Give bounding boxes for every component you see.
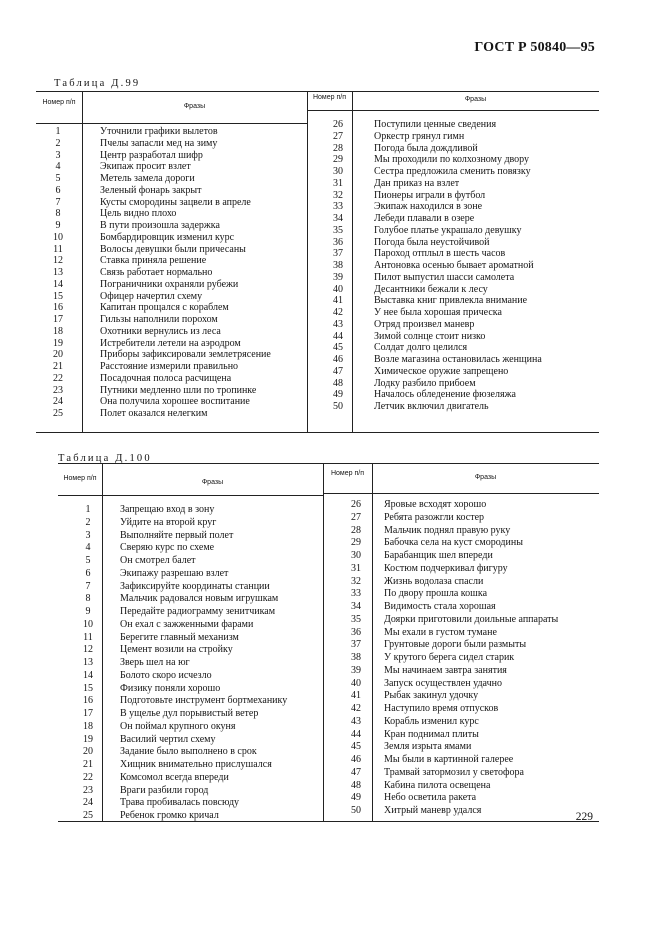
row-phrase: Земля изрыта ямами bbox=[384, 741, 472, 753]
row-phrase: Центр разработал шифр bbox=[100, 149, 203, 161]
row-phrase: Химическое оружие запрещено bbox=[374, 365, 509, 377]
row-number: 18 bbox=[53, 325, 63, 337]
row-number: 35 bbox=[351, 613, 361, 625]
row-phrase: Барабанщик шел впереди bbox=[384, 550, 493, 561]
row-number: 40 bbox=[351, 677, 361, 689]
row-phrase: Комсомол всегда впереди bbox=[120, 771, 229, 783]
row-number: 38 bbox=[351, 652, 361, 663]
row-phrase: Видимость стала хорошая bbox=[384, 601, 496, 612]
row-number: 4 bbox=[55, 161, 61, 173]
table-d100 bbox=[58, 463, 599, 822]
row-number: 14 bbox=[83, 669, 93, 681]
row-number: 1 bbox=[85, 504, 91, 515]
row-phrase: Пароход отплыл в шесть часов bbox=[374, 248, 506, 260]
row-number: 23 bbox=[83, 784, 93, 796]
row-number: 39 bbox=[351, 664, 361, 676]
row-number: 21 bbox=[53, 361, 63, 372]
row-phrase: Берегите главный механизм bbox=[120, 631, 239, 643]
row-phrase: Голубое платье украшало девушку bbox=[374, 224, 522, 236]
row-number: 48 bbox=[351, 779, 361, 791]
row-phrase: Отряд произвел маневр bbox=[374, 318, 475, 330]
row-number: 37 bbox=[333, 248, 343, 260]
row-phrase: Он поймал крупного окуня bbox=[120, 720, 236, 732]
row-number: 41 bbox=[351, 690, 361, 702]
row-number: 36 bbox=[333, 236, 343, 248]
table-d99 bbox=[36, 91, 599, 433]
row-phrase: Зафиксируйте координаты станции bbox=[120, 580, 270, 592]
row-number: 50 bbox=[333, 401, 343, 412]
row-phrase: Ребенок громко кричал bbox=[120, 810, 219, 821]
row-number: 1 bbox=[55, 126, 61, 137]
row-phrase: Хитрый маневр удался bbox=[384, 805, 482, 816]
row-number: 5 bbox=[55, 173, 61, 184]
row-number: 22 bbox=[53, 372, 63, 384]
row-phrase: Оркестр грянул гимн bbox=[374, 130, 465, 142]
row-number: 14 bbox=[53, 278, 63, 290]
row-number: 23 bbox=[53, 384, 63, 396]
row-phrase: Капитан прощался с кораблем bbox=[100, 302, 229, 314]
row-phrase: Выставка книг привлекла внимание bbox=[374, 295, 528, 307]
row-phrase: Погода была неустойчивой bbox=[374, 236, 490, 248]
row-phrase: Гильзы наполнили порохом bbox=[100, 314, 218, 325]
row-phrase: Запуск осуществлен удачно bbox=[384, 677, 502, 689]
row-phrase: Пионеры играли в футбол bbox=[374, 189, 486, 201]
row-phrase: Уйдите на второй круг bbox=[120, 516, 217, 528]
row-phrase: Яровые всходят хорошо bbox=[384, 499, 487, 510]
table-d100-col-phrase-right: Фразы bbox=[474, 474, 497, 481]
row-phrase: Лебеди плавали в озере bbox=[374, 213, 475, 224]
row-number: 47 bbox=[351, 766, 361, 778]
row-number: 40 bbox=[333, 283, 343, 295]
row-phrase: Дан приказ на взлет bbox=[374, 177, 460, 189]
row-number: 42 bbox=[351, 703, 361, 714]
row-phrase: Болото скоро исчезло bbox=[120, 669, 212, 681]
row-phrase: Солдат долго целился bbox=[374, 342, 468, 354]
row-number: 32 bbox=[351, 575, 361, 587]
row-phrase: В ущелье дул порывистый ветер bbox=[120, 708, 259, 719]
row-phrase: Ставка приняла решение bbox=[100, 255, 207, 267]
row-number: 19 bbox=[53, 337, 63, 349]
row-phrase: Подготовьте инструмент бортмеханику bbox=[120, 695, 288, 707]
row-number: 33 bbox=[333, 201, 343, 213]
table-d99-col-phrase-right: Фразы bbox=[464, 96, 487, 103]
row-phrase: Небо осветила ракета bbox=[384, 792, 477, 804]
row-phrase: Корабль изменил курс bbox=[384, 715, 479, 727]
row-number: 3 bbox=[55, 149, 61, 161]
row-number: 10 bbox=[53, 231, 63, 243]
row-number: 15 bbox=[83, 682, 93, 694]
row-number: 6 bbox=[55, 184, 61, 196]
row-phrase: Задание было выполнено в срок bbox=[120, 746, 257, 758]
row-number: 38 bbox=[333, 260, 343, 271]
row-number: 29 bbox=[333, 154, 343, 166]
row-phrase: Враги разбили город bbox=[120, 784, 209, 796]
row-number: 27 bbox=[333, 130, 343, 142]
row-number: 34 bbox=[333, 213, 343, 224]
table-d99-col-number-right: Номер п/п bbox=[312, 94, 347, 101]
row-number: 20 bbox=[83, 746, 93, 758]
row-number: 12 bbox=[53, 255, 63, 267]
row-number: 25 bbox=[53, 408, 63, 419]
row-phrase: Ребята разожгли костер bbox=[384, 511, 485, 523]
row-phrase: Мы были в картинной галерее bbox=[384, 754, 514, 765]
row-phrase: Зеленый фонарь закрыт bbox=[100, 184, 202, 196]
table-d99-col-phrase-left: Фразы bbox=[183, 103, 206, 110]
table-d99-caption: Таблица Д.99 bbox=[54, 78, 141, 89]
row-number: 9 bbox=[55, 220, 61, 231]
row-phrase: Хищник внимательно прислушался bbox=[120, 759, 272, 770]
row-number: 49 bbox=[351, 792, 361, 804]
row-number: 30 bbox=[333, 166, 343, 177]
row-number: 13 bbox=[83, 657, 93, 668]
row-number: 27 bbox=[351, 511, 361, 523]
row-number: 9 bbox=[85, 606, 91, 617]
row-phrase: Экипаж находился в зоне bbox=[374, 201, 483, 213]
page-number: 229 bbox=[575, 811, 593, 823]
row-phrase: Мы проходили по колхозному двору bbox=[374, 154, 530, 166]
table-d99-col-number-left: Номер п/п bbox=[42, 99, 76, 106]
row-phrase: Связь работает нормально bbox=[100, 267, 213, 278]
row-number: 42 bbox=[333, 307, 343, 318]
row-phrase: Доярки приготовили доильные аппараты bbox=[384, 613, 559, 625]
row-number: 4 bbox=[85, 542, 91, 554]
row-number: 47 bbox=[333, 365, 343, 377]
table-d100-col-number-right: Номер п/п bbox=[330, 470, 365, 477]
row-number: 8 bbox=[55, 208, 61, 220]
row-phrase: У крутого берега сидел старик bbox=[384, 652, 515, 663]
row-phrase: Мы ехали в густом тумане bbox=[384, 626, 497, 638]
row-number: 19 bbox=[83, 733, 93, 745]
table-d100-col-phrase-left: Фразы bbox=[201, 479, 224, 486]
row-number: 18 bbox=[83, 720, 93, 732]
row-number: 48 bbox=[333, 377, 343, 389]
row-phrase: Посадочная полоса расчищена bbox=[100, 372, 232, 384]
row-number: 50 bbox=[351, 805, 361, 816]
row-phrase: Пограничники охраняли рубежи bbox=[100, 278, 239, 290]
row-number: 31 bbox=[333, 177, 343, 189]
row-number: 20 bbox=[53, 349, 63, 361]
row-number: 30 bbox=[351, 550, 361, 561]
row-phrase: Экипажу разрешаю взлет bbox=[120, 567, 229, 579]
row-phrase: Погода была дождливой bbox=[374, 142, 478, 154]
row-number: 17 bbox=[53, 314, 63, 325]
row-number: 45 bbox=[351, 741, 361, 753]
row-phrase: Кабина пилота освещена bbox=[384, 779, 491, 791]
row-phrase: Метель замела дороги bbox=[100, 173, 195, 184]
row-phrase: Жизнь водолаза спасли bbox=[384, 575, 484, 587]
row-number: 26 bbox=[333, 119, 343, 130]
row-number: 5 bbox=[85, 555, 91, 566]
row-number: 33 bbox=[351, 588, 361, 600]
row-phrase: Мы начинаем завтра занятия bbox=[384, 664, 507, 676]
row-phrase: Он ехал с зажженными фарами bbox=[120, 618, 254, 630]
row-phrase: Цель видно плохо bbox=[100, 208, 177, 220]
row-number: 29 bbox=[351, 537, 361, 549]
row-phrase: Трава пробивалась повсюду bbox=[120, 797, 240, 809]
row-number: 46 bbox=[351, 754, 361, 765]
row-number: 26 bbox=[351, 499, 361, 510]
row-number: 3 bbox=[85, 529, 91, 541]
row-number: 49 bbox=[333, 389, 343, 401]
row-phrase: Выполняйте первый полет bbox=[120, 529, 234, 541]
row-number: 10 bbox=[83, 618, 93, 630]
row-number: 7 bbox=[85, 580, 91, 592]
row-phrase: Костюм подчеркивал фигуру bbox=[384, 562, 508, 574]
row-number: 2 bbox=[85, 516, 91, 528]
row-number: 43 bbox=[333, 318, 343, 330]
row-phrase: В пути произошла задержка bbox=[100, 220, 220, 231]
row-number: 37 bbox=[351, 639, 361, 651]
row-phrase: Волосы девушки были причесаны bbox=[100, 243, 246, 255]
row-phrase: Десантники бежали к лесу bbox=[374, 283, 488, 295]
row-phrase: Кусты смородины зацвели в апреле bbox=[100, 196, 251, 208]
row-phrase: Расстояние измерили правильно bbox=[100, 361, 239, 372]
row-number: 11 bbox=[53, 243, 63, 255]
row-number: 21 bbox=[83, 759, 93, 770]
row-phrase: Экипаж просит взлет bbox=[100, 161, 191, 173]
row-phrase: Она получила хорошее воспитание bbox=[100, 396, 250, 408]
row-phrase: Уточнили графики вылетов bbox=[100, 126, 218, 137]
row-phrase: Началось обледенение фюзеляжа bbox=[374, 389, 516, 401]
row-phrase: Кран поднимал плиты bbox=[384, 728, 479, 740]
row-phrase: Зимой солнце стоит низко bbox=[374, 330, 486, 342]
row-number: 39 bbox=[333, 271, 343, 283]
row-phrase: Передайте радиограмму зенитчикам bbox=[120, 606, 276, 617]
row-phrase: Сестра предложила сменить повязку bbox=[374, 166, 531, 177]
row-phrase: По двору прошла кошка bbox=[384, 588, 488, 600]
row-phrase: Лодку разбило прибоем bbox=[374, 377, 476, 389]
row-number: 44 bbox=[333, 330, 343, 342]
row-phrase: Полет оказался нелегким bbox=[100, 408, 208, 419]
row-number: 36 bbox=[351, 626, 361, 638]
table-d100-caption: Таблица Д.100 bbox=[58, 453, 152, 464]
row-phrase: Приборы зафиксировали землетрясение bbox=[100, 349, 271, 361]
row-phrase: Цемент возили на стройку bbox=[120, 644, 233, 656]
row-phrase: Трамвай затормозил у светофора bbox=[384, 766, 524, 778]
table-d100-col-number-left: Номер п/п bbox=[63, 475, 97, 482]
row-number: 44 bbox=[351, 728, 361, 740]
row-number: 43 bbox=[351, 715, 361, 727]
row-number: 45 bbox=[333, 342, 343, 354]
standard-number: ГОСТ Р 50840—95 bbox=[474, 40, 595, 55]
row-phrase: Рыбак закинул удочку bbox=[384, 690, 479, 702]
row-phrase: Физику поняли хорошо bbox=[120, 682, 221, 694]
row-number: 12 bbox=[83, 644, 93, 656]
row-number: 22 bbox=[83, 771, 93, 783]
row-phrase: Офицер начертил схему bbox=[100, 290, 203, 302]
row-phrase: Пчелы запасли мед на зиму bbox=[100, 137, 218, 149]
row-number: 28 bbox=[351, 524, 361, 536]
row-phrase: Запрещаю вход в зону bbox=[120, 504, 215, 515]
row-phrase: Пилот выпустил шасси самолета bbox=[374, 271, 515, 283]
row-number: 17 bbox=[83, 708, 93, 719]
row-number: 24 bbox=[83, 797, 93, 809]
row-number: 24 bbox=[53, 396, 63, 408]
row-phrase: Грунтовые дороги были размыты bbox=[384, 639, 527, 651]
row-phrase: Бабочка села на куст смородины bbox=[384, 537, 523, 549]
row-number: 13 bbox=[53, 267, 63, 278]
row-phrase: Истребители летели на аэродром bbox=[100, 337, 241, 349]
row-phrase: Летчик включил двигатель bbox=[374, 401, 489, 412]
row-number: 8 bbox=[85, 593, 91, 605]
row-phrase: Антоновка осенью бывает ароматной bbox=[374, 260, 534, 271]
row-phrase: Зверь шел на юг bbox=[120, 657, 190, 668]
row-phrase: Мальчик радовался новым игрушкам bbox=[120, 593, 279, 605]
row-number: 2 bbox=[55, 137, 61, 149]
row-phrase: Охотники вернулись из леса bbox=[100, 325, 221, 337]
row-phrase: У нее была хорошая прическа bbox=[374, 307, 502, 318]
row-phrase: Бомбардировщик изменил курс bbox=[100, 231, 235, 243]
row-phrase: Сверяю курс по схеме bbox=[120, 542, 215, 554]
row-number: 15 bbox=[53, 290, 63, 302]
row-number: 28 bbox=[333, 142, 343, 154]
row-phrase: Он смотрел балет bbox=[120, 555, 196, 566]
row-number: 7 bbox=[55, 196, 61, 208]
row-phrase: Путники медленно шли по тропинке bbox=[100, 384, 257, 396]
row-number: 16 bbox=[83, 695, 93, 707]
row-number: 46 bbox=[333, 354, 343, 365]
row-phrase: Наступило время отпусков bbox=[384, 703, 499, 714]
row-number: 16 bbox=[53, 302, 63, 314]
row-number: 6 bbox=[85, 567, 91, 579]
row-number: 11 bbox=[83, 631, 93, 643]
row-number: 25 bbox=[83, 810, 93, 821]
row-number: 34 bbox=[351, 601, 361, 612]
row-number: 31 bbox=[351, 562, 361, 574]
row-phrase: Василий чертил схему bbox=[120, 733, 216, 745]
row-number: 41 bbox=[333, 295, 343, 307]
row-phrase: Возле магазина остановилась женщина bbox=[374, 354, 542, 365]
row-phrase: Поступили ценные сведения bbox=[374, 119, 497, 130]
row-phrase: Мальчик поднял правую руку bbox=[384, 524, 511, 536]
row-number: 35 bbox=[333, 224, 343, 236]
row-number: 32 bbox=[333, 189, 343, 201]
